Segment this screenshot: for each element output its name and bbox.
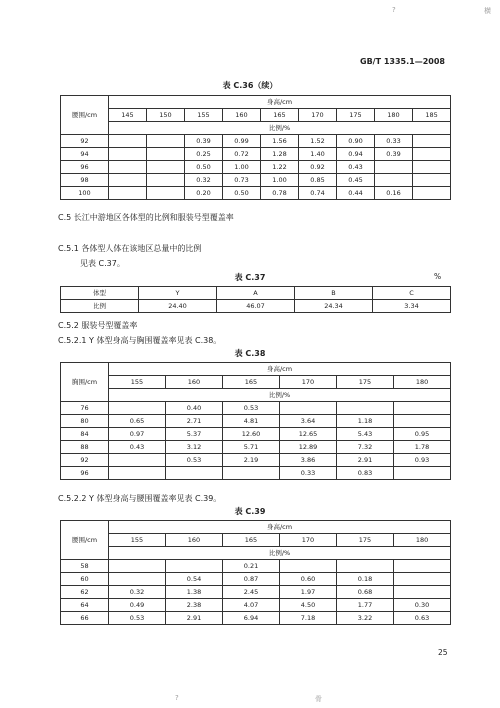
table-cell: 1.97 (280, 586, 337, 599)
table-c37-unit: % (434, 272, 442, 281)
table-cell (337, 402, 394, 415)
table-c39-caption: 表 C.39 (234, 507, 266, 516)
table-cell (109, 573, 166, 586)
table-cell: 0.30 (394, 599, 451, 612)
table-cell: 6.94 (223, 612, 280, 625)
table-cell: 0.72 (223, 148, 261, 161)
table-cell (223, 467, 280, 480)
table-row (61, 599, 451, 612)
table-cell (280, 560, 337, 573)
table-cell: 46.07 (217, 300, 295, 313)
table-cell: 1.00 (223, 161, 261, 174)
group-header: 身高/cm (109, 363, 451, 376)
group-header: 身高/cm (109, 521, 451, 534)
scan-mark-4: 骨 (315, 695, 322, 703)
table-c38-caption: 表 C.38 (234, 349, 266, 358)
height-header: 170 (299, 109, 337, 122)
table-c37-caption: 表 C.37 (234, 273, 266, 282)
table-row (61, 454, 451, 467)
standard-number: GB/T 1335.1—2008 (360, 57, 445, 66)
table-cell: 0.16 (375, 187, 413, 200)
height-header: 150 (147, 109, 185, 122)
table-cell: 2.91 (166, 612, 223, 625)
table-cell (413, 148, 451, 161)
scan-mark-1: ? (392, 6, 396, 14)
table-cell (147, 135, 185, 148)
table-cell: 0.54 (166, 573, 223, 586)
height-header: 180 (375, 109, 413, 122)
table-c38 (60, 362, 451, 480)
table-cell: 0.33 (375, 135, 413, 148)
table-cell: 2.91 (337, 454, 394, 467)
table-cell: 1.28 (261, 148, 299, 161)
row-label: 100 (61, 187, 109, 200)
page-number: 25 (438, 648, 448, 657)
table-cell: 0.93 (394, 454, 451, 467)
row-label: 92 (61, 454, 109, 467)
table-cell: 2.19 (223, 454, 280, 467)
table-cell: 0.68 (337, 586, 394, 599)
table-cell (147, 148, 185, 161)
table-row (61, 467, 451, 480)
table-cell (280, 402, 337, 415)
table-cell: 4.50 (280, 599, 337, 612)
table-cell (109, 560, 166, 573)
sub-header: 比例/% (109, 547, 451, 560)
table-cell: 12.60 (223, 428, 280, 441)
table-cell: 0.97 (109, 428, 166, 441)
height-header: 180 (394, 534, 451, 547)
table-cell: 0.50 (223, 187, 261, 200)
table-cell: 7.18 (280, 612, 337, 625)
row-header: 胸围/cm (61, 363, 109, 402)
table-row (61, 187, 451, 200)
header-cell: A (217, 287, 295, 300)
group-header: 身高/cm (109, 96, 451, 109)
row-label: 96 (61, 161, 109, 174)
table-cell (147, 174, 185, 187)
table-row (61, 441, 451, 454)
table-cell (109, 187, 147, 200)
row-label: 98 (61, 174, 109, 187)
row-label: 76 (61, 402, 109, 415)
table-cell (166, 560, 223, 573)
table-cell (109, 467, 166, 480)
height-header: 165 (223, 534, 280, 547)
table-cell: 0.45 (337, 174, 375, 187)
table-row (61, 402, 451, 415)
table-cell: 1.77 (337, 599, 394, 612)
table-cell: 1.22 (261, 161, 299, 174)
table-cell (394, 573, 451, 586)
scan-mark-2: 横 (484, 7, 491, 15)
table-cell (375, 161, 413, 174)
table-cell: 4.81 (223, 415, 280, 428)
table-cell: 0.43 (337, 161, 375, 174)
row-label: 94 (61, 148, 109, 161)
table-cell (394, 586, 451, 599)
table-cell: 0.39 (375, 148, 413, 161)
table-cell (109, 174, 147, 187)
table-cell: 0.60 (280, 573, 337, 586)
table-cell: 0.73 (223, 174, 261, 187)
section-c5-heading: C.5 长江中游地区各体型的比例和服装号型覆盖率 (58, 213, 234, 222)
table-cell (413, 187, 451, 200)
table-cell: 0.90 (337, 135, 375, 148)
table-cell (394, 560, 451, 573)
table-cell: 0.44 (337, 187, 375, 200)
height-header: 180 (394, 376, 451, 389)
table-cell (166, 467, 223, 480)
table-cell (147, 161, 185, 174)
table-cell (413, 161, 451, 174)
table-cell: 0.21 (223, 560, 280, 573)
table-cell: 2.45 (223, 586, 280, 599)
table-cell: 0.53 (166, 454, 223, 467)
height-header: 155 (109, 534, 166, 547)
table-cell: 3.12 (166, 441, 223, 454)
table-cell: 24.40 (139, 300, 217, 313)
table-row (61, 573, 451, 586)
table-row (61, 135, 451, 148)
table-cell: 12.65 (280, 428, 337, 441)
table-row (61, 415, 451, 428)
table-cell: 0.74 (299, 187, 337, 200)
height-header: 170 (280, 376, 337, 389)
table-cell: 1.52 (299, 135, 337, 148)
table-cell: 0.78 (261, 187, 299, 200)
table-cell (109, 454, 166, 467)
table-row (61, 148, 451, 161)
height-header: 185 (413, 109, 451, 122)
table-cell (109, 161, 147, 174)
height-header: 170 (280, 534, 337, 547)
table-cell: 0.92 (299, 161, 337, 174)
table-cell: 0.50 (185, 161, 223, 174)
table-c39 (60, 520, 451, 625)
table-cell (147, 187, 185, 200)
table-cell: 0.85 (299, 174, 337, 187)
sub-header: 比例/% (109, 122, 451, 135)
row-label: 58 (61, 560, 109, 573)
height-header: 175 (337, 109, 375, 122)
table-cell: 1.00 (261, 174, 299, 187)
section-c51-text: 见表 C.37。 (80, 259, 125, 268)
table-cell: 0.33 (280, 467, 337, 480)
table-cell: 1.38 (166, 586, 223, 599)
table-cell: 比例 (61, 300, 139, 313)
header-cell: Y (139, 287, 217, 300)
height-header: 165 (261, 109, 299, 122)
scan-mark-3: ? (175, 694, 179, 702)
table-cell: 1.78 (394, 441, 451, 454)
table-cell: 0.53 (109, 612, 166, 625)
row-header: 腰围/cm (61, 521, 109, 560)
table-cell: 5.37 (166, 428, 223, 441)
table-cell: 12.89 (280, 441, 337, 454)
table-cell: 0.87 (223, 573, 280, 586)
header-cell: B (295, 287, 373, 300)
header-cell: C (373, 287, 451, 300)
row-label: 80 (61, 415, 109, 428)
row-header: 腰围/cm (61, 96, 109, 135)
height-header: 160 (223, 109, 261, 122)
table-cell: 0.40 (166, 402, 223, 415)
table-c36 (60, 95, 451, 200)
table-cell: 1.56 (261, 135, 299, 148)
table-cell: 0.83 (337, 467, 394, 480)
table-row (61, 161, 451, 174)
height-header: 145 (109, 109, 147, 122)
table-cell (375, 174, 413, 187)
row-label: 66 (61, 612, 109, 625)
height-header: 160 (166, 534, 223, 547)
table-cell: 0.95 (394, 428, 451, 441)
table-cell (337, 560, 394, 573)
height-header: 175 (337, 376, 394, 389)
table-cell (413, 135, 451, 148)
table-cell: 3.86 (280, 454, 337, 467)
table-row (61, 586, 451, 599)
table-cell: 3.34 (373, 300, 451, 313)
table-cell: 2.38 (166, 599, 223, 612)
row-label: 62 (61, 586, 109, 599)
table-cell: 2.71 (166, 415, 223, 428)
table-cell: 4.07 (223, 599, 280, 612)
row-label: 92 (61, 135, 109, 148)
height-header: 175 (337, 534, 394, 547)
row-label: 60 (61, 573, 109, 586)
table-row (61, 174, 451, 187)
height-header: 160 (166, 376, 223, 389)
table-cell: 0.53 (223, 402, 280, 415)
table-row (61, 560, 451, 573)
table-cell: 0.32 (109, 586, 166, 599)
table-cell: 1.18 (337, 415, 394, 428)
table-cell (109, 148, 147, 161)
table-cell: 0.63 (394, 612, 451, 625)
height-header: 165 (223, 376, 280, 389)
row-label: 64 (61, 599, 109, 612)
table-cell: 3.22 (337, 612, 394, 625)
header-cell: 体型 (61, 287, 139, 300)
table-cell (109, 402, 166, 415)
sub-header: 比例/% (109, 389, 451, 402)
table-cell: 0.18 (337, 573, 394, 586)
table-row (61, 612, 451, 625)
row-label: 88 (61, 441, 109, 454)
table-cell: 3.64 (280, 415, 337, 428)
section-c522-text: C.5.2.2 Y 体型身高与腰围覆盖率见表 C.39。 (58, 494, 222, 503)
table-cell: 1.40 (299, 148, 337, 161)
height-header: 155 (185, 109, 223, 122)
table-cell: 0.94 (337, 148, 375, 161)
table-cell: 7.32 (337, 441, 394, 454)
table-cell: 5.71 (223, 441, 280, 454)
table-c37 (60, 286, 451, 313)
row-label: 96 (61, 467, 109, 480)
table-cell (394, 402, 451, 415)
table-cell: 0.32 (185, 174, 223, 187)
table-cell: 0.20 (185, 187, 223, 200)
table-cell: 0.39 (185, 135, 223, 148)
section-c521-text: C.5.2.1 Y 体型身高与胸围覆盖率见表 C.38。 (58, 336, 222, 345)
table-c36-caption: 表 C.36（续） (222, 81, 278, 90)
table-cell (394, 467, 451, 480)
row-label: 84 (61, 428, 109, 441)
table-cell: 24.34 (295, 300, 373, 313)
table-row (61, 428, 451, 441)
section-c52-heading: C.5.2 服装号型覆盖率 (58, 321, 138, 330)
table-cell: 0.49 (109, 599, 166, 612)
table-cell: 0.25 (185, 148, 223, 161)
table-cell (413, 174, 451, 187)
table-cell (109, 135, 147, 148)
section-c51-heading: C.5.1 各体型人体在该地区总量中的比例 (58, 244, 202, 253)
table-cell: 0.99 (223, 135, 261, 148)
table-cell: 0.65 (109, 415, 166, 428)
table-cell: 5.43 (337, 428, 394, 441)
height-header: 155 (109, 376, 166, 389)
table-cell (394, 415, 451, 428)
table-cell: 0.43 (109, 441, 166, 454)
